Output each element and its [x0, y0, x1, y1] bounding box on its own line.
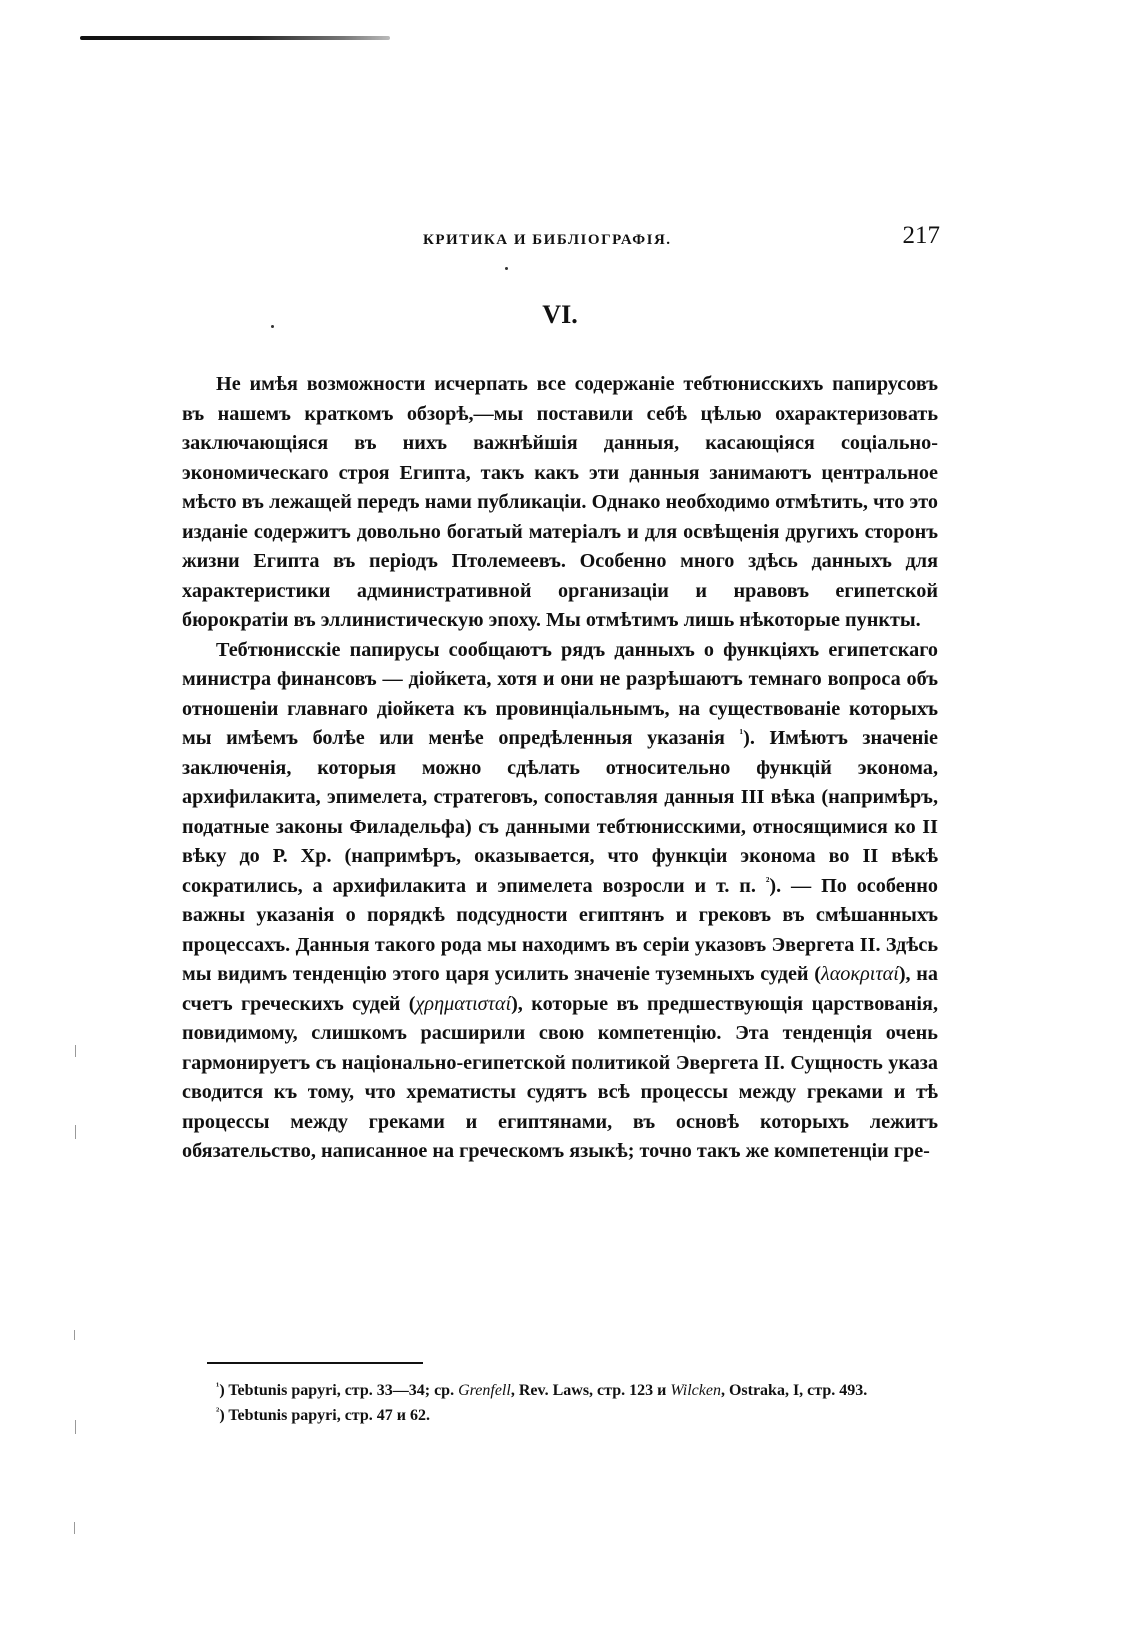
running-head: КРИТИКА И БИБЛІОГРАФІЯ. — [423, 232, 672, 248]
footnote-text: , Ostraka, I, стр. 493. — [720, 1382, 868, 1399]
footnote — [182, 1378, 938, 1403]
greek-term: χρηματισταί — [415, 992, 512, 1015]
footnote — [182, 1403, 938, 1428]
paragraph-text: ). Имѣютъ значеніе заключенія, которыя можно сдѣлать относительно функцій эконома, архифилакита, эпимелета, стратеговъ, сопоставляя данныя III вѣка (напримѣръ, податные законы Филадельфа) съ данными тебтюнисскими, относящимися ко II вѣку до Р. Хр. (напримѣръ, оказывается, что функціи эконома во II вѣкѣ сократились, а архифилакита и эпимелета возросли и т. п. — [182, 727, 938, 897]
footnote-text: ) Tebtunis papyri, стр. 47 и 62. — [219, 1407, 430, 1424]
footnote-divider — [207, 1362, 423, 1364]
page-number: 217 — [902, 222, 940, 249]
scan-margin-mark — [75, 1125, 76, 1139]
footnotes — [182, 1378, 938, 1428]
greek-term: λαοκριταί — [820, 963, 899, 985]
scan-speck — [505, 267, 508, 270]
footnote-text: , Rev. Laws, стр. 123 и — [510, 1382, 671, 1399]
scan-margin-mark — [75, 1420, 76, 1434]
paragraph — [182, 636, 938, 1167]
scan-margin-mark — [74, 1330, 75, 1340]
footnote-reference: ² — [765, 873, 770, 888]
paragraph-text: ), которые въ предшествующія царствованія, повидимому, слишкомъ расширили свою компетенцію. Эта тенденція очень гармонируетъ съ національно-египетской политикой Эвергета II. Сущность указа сводится къ тому, что хрематисты судятъ всѣ процессы между греками и тѣ процессы между греками и египтянами, въ основѣ которыхъ лежитъ обязательство, написанное на греческомъ языкѣ; точно такъ же компетенціи гре- — [182, 992, 938, 1162]
scan-margin-mark — [75, 1045, 76, 1057]
paragraph-text: ), на счетъ греческихъ судей ( — [182, 963, 938, 1015]
paragraph: Не имѣя возможности исчерпать все содержаніе тебтюнисскихъ папирусовъ въ нашемъ краткомъ обзорѣ,—мы поставили себѣ цѣлью охарактеризовать заключающіяся въ нихъ важнѣйшія данныя, касающіяся соціально-экономическаго строя Египта, такъ какъ эти данныя занимаютъ центральное мѣсто въ лежащей передъ нами публикаціи. Однако необходимо отмѣтить, что это изданіе содержитъ довольно богатый матеріалъ и для освѣщенія другихъ сторонъ жизни Египта въ періодъ Птолемеевъ. Особенно много здѣсь данныхъ для характеристики административной организаціи и нравовъ египетской бюрократіи въ эллинистическую эпоху. Мы отмѣтимъ лишь нѣкоторые пункты. — [182, 373, 938, 631]
footnote-author: Grenfell — [458, 1382, 511, 1399]
top-scan-rule — [80, 36, 390, 40]
main-text — [182, 370, 938, 1167]
footnote-mark: ² — [216, 1405, 220, 1418]
section-number: VI. — [542, 300, 578, 329]
paragraph-text: ). — По особенно важны указанія о порядкѣ подсудности египтянъ и грековъ въ смѣшанныхъ процессахъ. Данныя такого рода мы находимъ въ серіи указовъ Эвергета II. Здѣсь мы видимъ тенденцію этого царя усилить значеніе туземныхъ судей ( — [182, 874, 939, 985]
footnote-author: Wilcken — [670, 1382, 721, 1399]
scan-margin-mark — [74, 1522, 75, 1534]
paragraph-text: Тебтюнисскіе папирусы сообщаютъ рядъ данныхъ о функціяхъ египетскаго министра финансовъ — діойкета, хотя и они не разрѣшаютъ темнаго вопроса объ отношеніи главнаго діойкета къ провинціальнымъ, на существованіе которыхъ мы имѣемъ болѣе или менѣе опредѣленныя указанія — [182, 638, 938, 749]
footnote-text: ) Tebtunis papyri, стр. 33—34; ср. — [219, 1382, 459, 1399]
page-header — [180, 222, 940, 262]
footnote-reference: ¹ — [739, 726, 744, 741]
footnote-mark: ¹ — [216, 1380, 220, 1393]
